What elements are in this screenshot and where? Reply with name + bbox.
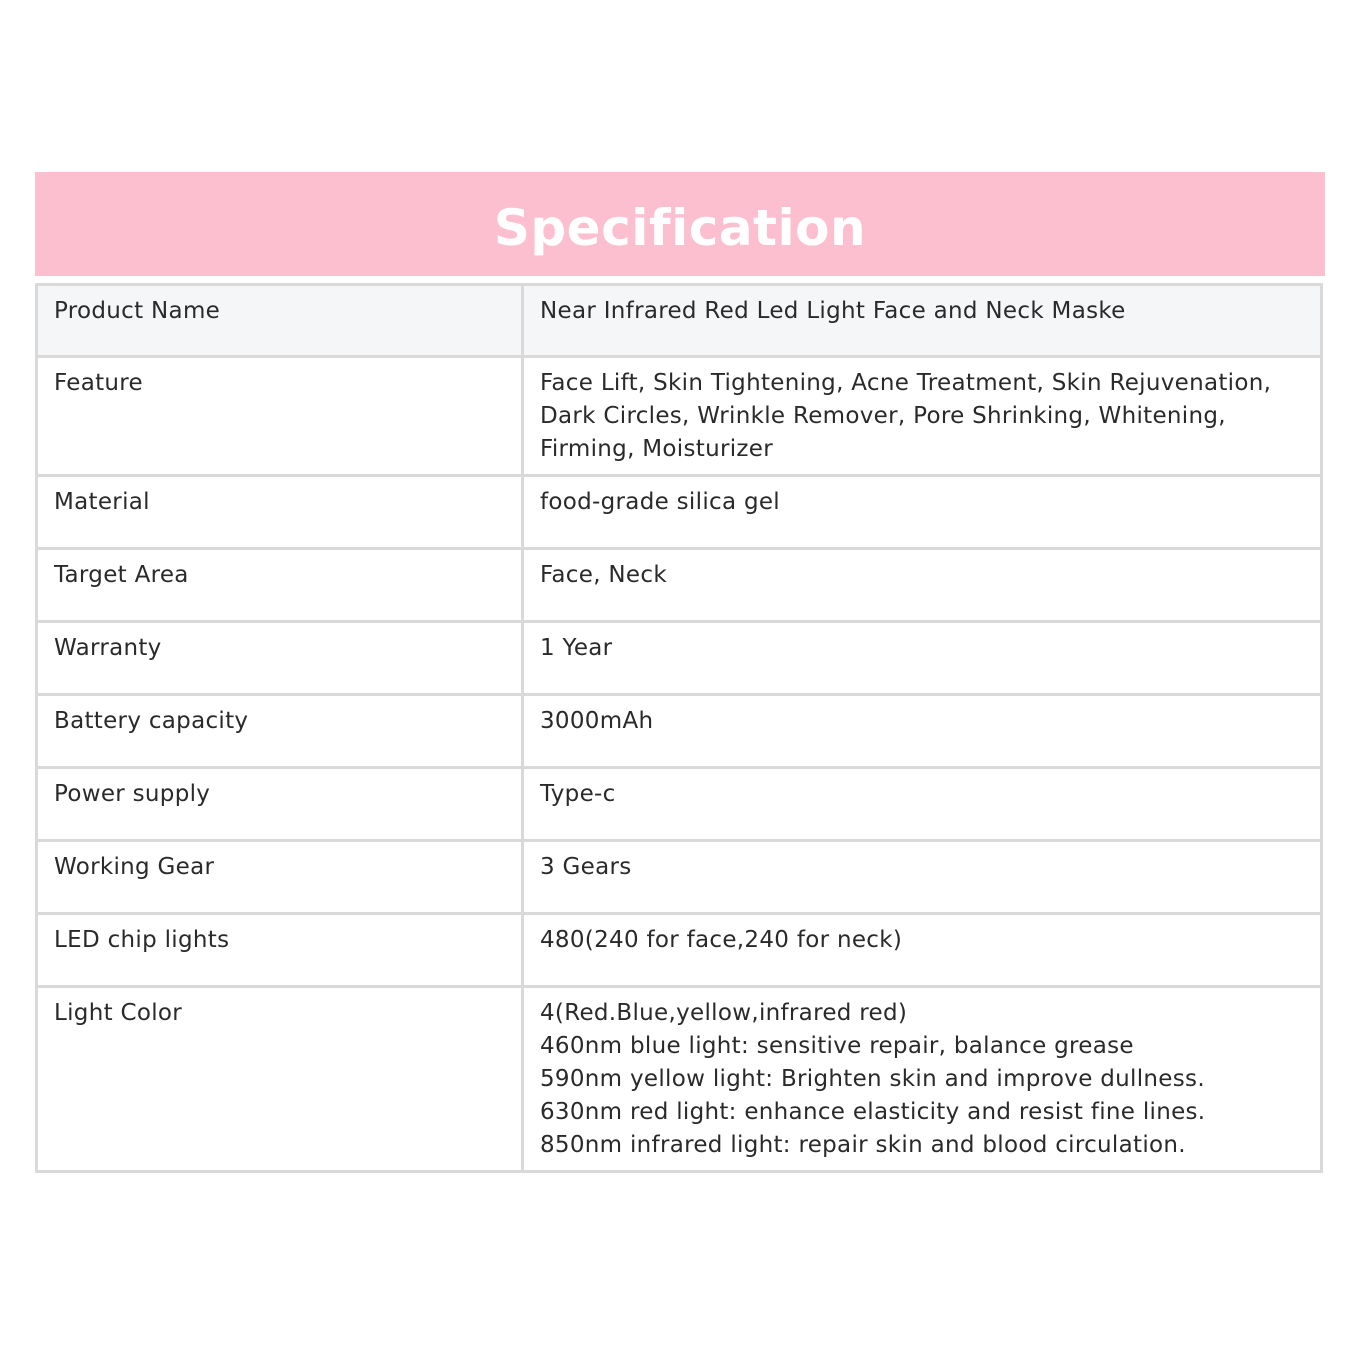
value-line: Dark Circles, Wrinkle Remover, Pore Shrinking, Whitening, bbox=[540, 403, 1226, 429]
value-line: 3 Gears bbox=[540, 854, 632, 880]
table-row bbox=[37, 622, 1322, 695]
value-line: Face Lift, Skin Tightening, Acne Treatment, Skin Rejuvenation, bbox=[540, 370, 1272, 396]
table-row bbox=[37, 357, 1322, 476]
specification-banner bbox=[35, 172, 1325, 276]
table-row bbox=[37, 914, 1322, 987]
table-row bbox=[37, 549, 1322, 622]
value-line: 4(Red.Blue,yellow,infrared red) bbox=[540, 1000, 908, 1026]
row-label: Battery capacity bbox=[37, 695, 523, 768]
row-value bbox=[523, 285, 1322, 357]
specification-table bbox=[35, 283, 1323, 1173]
value-line: 460nm blue light: sensitive repair, balance grease bbox=[540, 1033, 1134, 1059]
row-label: Feature bbox=[37, 357, 523, 476]
row-label: Light Color bbox=[37, 987, 523, 1172]
row-label: Material bbox=[37, 476, 523, 549]
table-row bbox=[37, 695, 1322, 768]
row-label: Power supply bbox=[37, 768, 523, 841]
table-row bbox=[37, 841, 1322, 914]
row-label: Warranty bbox=[37, 622, 523, 695]
value-line: Near Infrared Red Led Light Face and Neck Maske bbox=[540, 298, 1126, 324]
value-line: Firming, Moisturizer bbox=[540, 436, 774, 462]
table-row bbox=[37, 987, 1322, 1172]
value-line: 850nm infrared light: repair skin and blood circulation. bbox=[540, 1132, 1186, 1158]
row-value bbox=[523, 622, 1322, 695]
value-line: 3000mAh bbox=[540, 708, 654, 734]
value-line: food-grade silica gel bbox=[540, 489, 780, 515]
row-value bbox=[523, 768, 1322, 841]
value-line: 1 Year bbox=[540, 635, 613, 661]
table-row bbox=[37, 768, 1322, 841]
table-row bbox=[37, 285, 1322, 357]
row-label: Working Gear bbox=[37, 841, 523, 914]
value-line: 480(240 for face,240 for neck) bbox=[540, 927, 903, 953]
value-line: 630nm red light: enhance elasticity and resist fine lines. bbox=[540, 1099, 1206, 1125]
row-value bbox=[523, 987, 1322, 1172]
row-value bbox=[523, 476, 1322, 549]
row-value bbox=[523, 695, 1322, 768]
value-line: Face, Neck bbox=[540, 562, 667, 588]
page-title: Specification bbox=[493, 199, 867, 257]
value-line: Type-c bbox=[540, 781, 616, 807]
row-value bbox=[523, 357, 1322, 476]
row-label: LED chip lights bbox=[37, 914, 523, 987]
row-value bbox=[523, 914, 1322, 987]
table-row bbox=[37, 476, 1322, 549]
row-value bbox=[523, 841, 1322, 914]
row-label: Product Name bbox=[37, 285, 523, 357]
value-line: 590nm yellow light: Brighten skin and improve dullness. bbox=[540, 1066, 1205, 1092]
row-label: Target Area bbox=[37, 549, 523, 622]
row-value bbox=[523, 549, 1322, 622]
